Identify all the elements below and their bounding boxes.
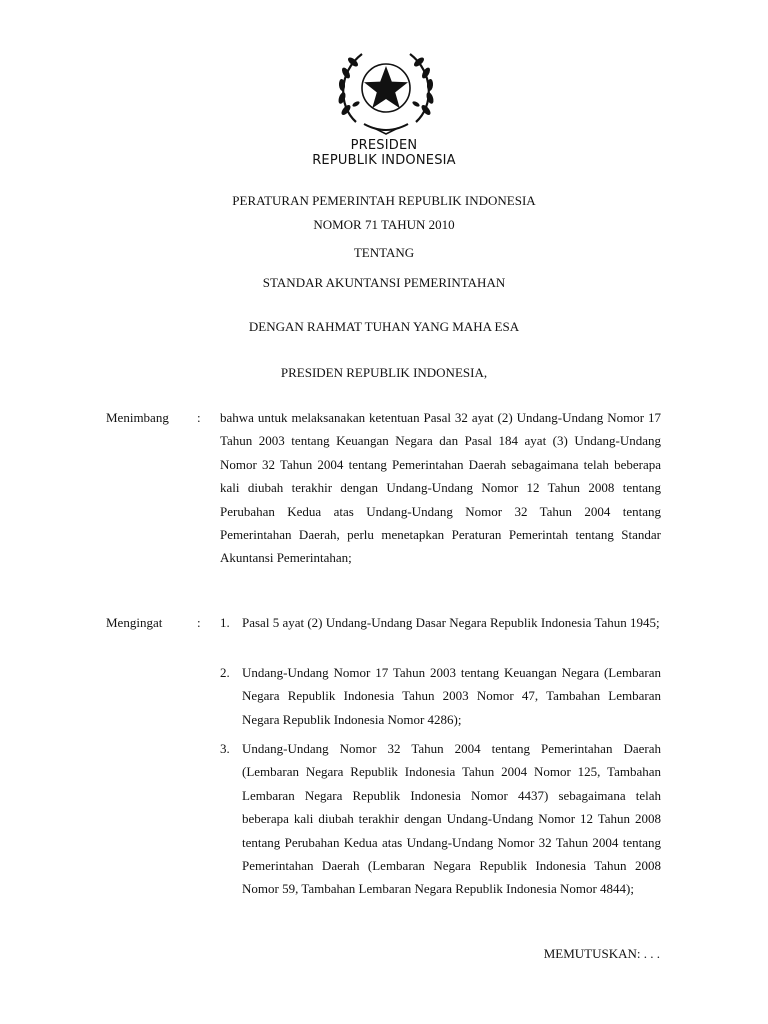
regulation-title: PERATURAN PEMERINTAH REPUBLIK INDONESIA bbox=[232, 193, 536, 208]
emblem-caption-republik: REPUBLIK INDONESIA bbox=[312, 153, 456, 168]
emblem-caption-presiden: PRESIDEN bbox=[350, 138, 418, 153]
regulation-subject: STANDAR AKUNTANSI PEMERINTAHAN bbox=[262, 275, 506, 290]
menimbang-text: bahwa untuk melaksanakan ketentuan Pasal 32 ayat (2) Undang-Undang Nomor 17 Tahun 2003 tentang Keuangan Negara dan Pasal 184 ayat (3) Undang-Undang Nomor 32 Tahun 2004 tentang Pemerintahan Daerah sebagaimana telah beberapa kali diubah terakhir dengan Undang-Undang Nomor 12 Tahun 2008 tentang Perubahan Kedua atas Undang-Undang Nomor 32 Tahun 2004 tentang Pemerintahan Daerah, perlu menetapkan Peraturan Pemerintah tentang Standar Akuntansi Pemerintahan; bbox=[220, 410, 661, 566]
invocation: DENGAN RAHMAT TUHAN YANG MAHA ESA bbox=[248, 319, 520, 334]
next-page-marker: MEMUTUSKAN: . . . bbox=[543, 946, 660, 961]
menimbang-label: Menimbang bbox=[106, 410, 169, 425]
list-item-number: 2. bbox=[220, 665, 230, 680]
list-item-text: Undang-Undang Nomor 17 Tahun 2003 tentang Keuangan Negara (Lembaran Negara Republik Indonesia Tahun 2003 Nomor 47, Tambahan Lembaran Negara Republik Indonesia Nomor 4286); bbox=[242, 665, 661, 727]
list-item-number: 1. bbox=[220, 615, 230, 630]
issuer: PRESIDEN REPUBLIK INDONESIA, bbox=[280, 365, 488, 380]
list-item-number: 3. bbox=[220, 741, 230, 756]
regulation-number: NOMOR 71 TAHUN 2010 bbox=[313, 217, 455, 232]
list-item-text: Pasal 5 ayat (2) Undang-Undang Dasar Negara Republik Indonesia Tahun 1945; bbox=[242, 615, 660, 630]
regulation-about: TENTANG bbox=[353, 245, 415, 260]
list-item-text: Undang-Undang Nomor 32 Tahun 2004 tentang Pemerintahan Daerah (Lembaran Negara Republik Indonesia Tahun 2004 Nomor 125, Tambahan Lembaran Negara Republik Indonesia Nomor 4437) sebagaimana telah beberapa kali diubah terakhir dengan Undang-Undang Nomor 12 Tahun 2008 tentang Perubahan Kedua atas Undang-Undang Nomor 32 Tahun 2004 tentang Pemerintahan Daerah (Lembaran Negara Republik Indonesia Tahun 2008 Nomor 59, Tambahan Lembaran Negara Republik Indonesia Nomor 4844); bbox=[242, 741, 661, 897]
mengingat-label: Mengingat bbox=[106, 615, 163, 630]
menimbang-colon: : bbox=[197, 410, 201, 425]
garuda-star-wreath-emblem-icon bbox=[334, 44, 438, 140]
mengingat-colon: : bbox=[197, 615, 201, 630]
